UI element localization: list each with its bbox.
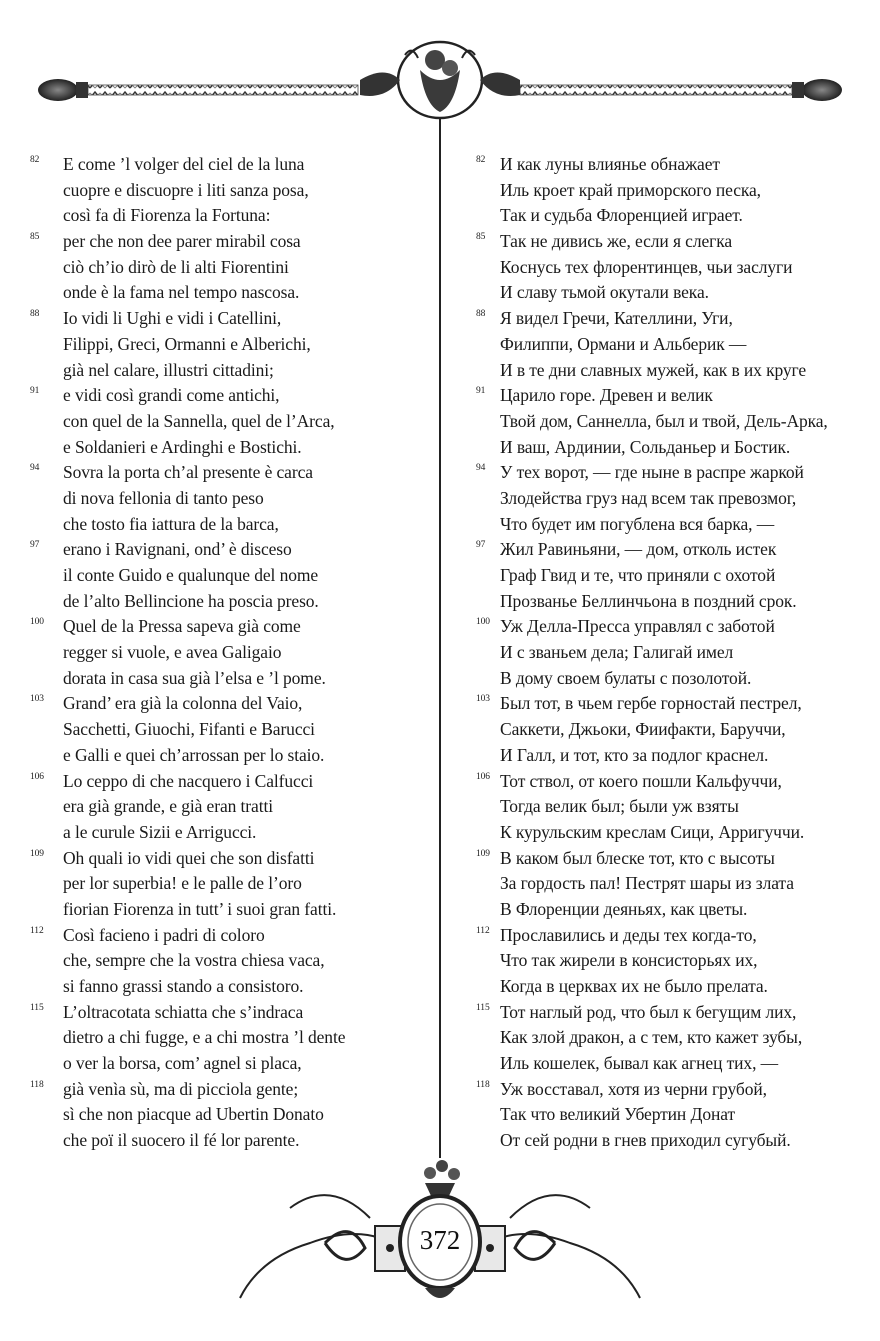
verse-text: dorata in casa sua già l’elsa e ’l pome. [63, 667, 326, 688]
verse-line [470, 640, 875, 666]
line-number: 106 [30, 771, 44, 782]
verse-text: L’oltracotata schiatta che s’indraca [63, 1001, 304, 1022]
verse-text: И в те дни славных мужей, как в их круге [500, 359, 807, 380]
verse-text: E come ’l volger del ciel de la luna [63, 154, 305, 174]
ribbon-right-icon [500, 1234, 640, 1298]
verse-line [24, 280, 434, 306]
verse-line [470, 486, 875, 512]
verse-line [24, 974, 434, 1000]
verse-text: onde è la fama nel tempo nascosa. [63, 282, 300, 303]
verse-text: cuopre e discuopre i liti sanza posa, [63, 179, 309, 200]
verse-text: per che non dee parer mirabil cosa [63, 231, 301, 252]
verse-text: Граф Гвид и те, что приняли с охотой [500, 565, 776, 585]
finial-left-icon [38, 79, 88, 101]
cherub-cartouche-icon [360, 42, 520, 118]
page-number: 372 [419, 1225, 461, 1255]
verse-line [24, 1025, 434, 1051]
verse-text: regger si vuole, e avea Galigaio [63, 642, 282, 663]
line-number: 88 [476, 309, 486, 320]
verse-text: Жил Равиньяни, — дом, отколь истек [500, 539, 777, 560]
line-number: 91 [30, 386, 40, 397]
verse-line [470, 203, 875, 229]
verse-line [24, 640, 434, 666]
verse-text: sì che non piacque ad Ubertin Donato [63, 1104, 324, 1125]
verse-text: de l’alto Bellincione ha poscia preso. [63, 590, 319, 611]
line-number: 115 [476, 1002, 490, 1013]
verse-text: Io vidi li Ughi e vidi i Catellini, [63, 308, 282, 329]
verse-text: dietro a chi fugge, e a chi mostra ’l dente [63, 1027, 346, 1048]
verse-line [470, 1102, 875, 1128]
verse-text: già venìa sù, ma di picciola gente; [63, 1078, 299, 1099]
line-number: 88 [30, 309, 40, 320]
verse-text: Тот ствол, от коего пошли Кальфуччи, [500, 770, 782, 791]
line-number: 109 [30, 848, 44, 859]
finial-right-icon [792, 79, 842, 101]
verse-line [470, 589, 875, 615]
verse-text: Тот наглый род, что был к бегущим лих, [500, 1001, 797, 1022]
verse-line [470, 897, 875, 923]
verse-line [470, 152, 875, 178]
verse-text: ciò ch’io dirò de li alti Fiorentini [63, 256, 289, 277]
verse-text: e Galli e quei ch’arrossan per lo staio. [63, 744, 325, 765]
verse-text: Коснусь тех флорентинцев, чьи заслуги [500, 256, 793, 277]
verse-text: Что так жирели в консисторьях их, [500, 950, 758, 971]
verse-line [470, 691, 875, 717]
verse-text: già nel calare, illustri cittadini; [63, 359, 274, 380]
verse-text: В каком был блеске тот, кто с высоты [500, 847, 775, 868]
verse-text: Так не дивись же, если я слегка [500, 231, 733, 252]
verse-text: per lor superbia! e le palle de l’oro [63, 873, 302, 894]
verse-line [24, 460, 434, 486]
foliage-left-icon [290, 1195, 370, 1218]
verse-text: di nova fellonia di tanto peso [63, 487, 264, 508]
rope-bar-right [520, 85, 792, 95]
line-number: 103 [30, 694, 44, 705]
verse-line [24, 203, 434, 229]
line-number: 94 [476, 463, 486, 474]
verse-text: Oh quali io vidi quei che son disfatti [63, 847, 315, 868]
verse-text: Прозванье Беллинчьона в поздний срок. [500, 590, 797, 611]
verse-text: Прославились и деды тех когда-то, [500, 924, 757, 945]
line-number: 109 [476, 848, 490, 859]
verse-line [24, 1102, 434, 1128]
verse-line [470, 1077, 875, 1103]
verse-line [470, 435, 875, 461]
verse-line [24, 486, 434, 512]
verse-text: Был тот, в чьем гербе горностай пестрел, [500, 693, 802, 714]
verse-text: Я видел Гречи, Кателлини, Уги, [500, 308, 733, 329]
verse-text: Filippi, Greci, Ormanni e Alberichi, [63, 333, 311, 354]
verse-line [24, 358, 434, 384]
verse-line [24, 435, 434, 461]
line-number: 97 [30, 540, 40, 551]
verse-line [470, 358, 875, 384]
verse-line [24, 1000, 434, 1026]
verse-line [470, 743, 875, 769]
verse-text: В Флоренции деяньях, как цветы. [500, 898, 748, 919]
verse-line [470, 846, 875, 872]
verse-line [24, 691, 434, 717]
verse-text: che poï il suocero il fé lor parente. [63, 1130, 300, 1151]
line-number: 112 [476, 925, 490, 936]
verse-text: В дому своем булаты с позолотой. [500, 667, 752, 688]
verse-text: И с званьем дела; Галигай имел [500, 642, 734, 663]
verse-text: Что будет им погублена вся барка, — [500, 513, 775, 534]
verse-line [24, 563, 434, 589]
verse-line [470, 948, 875, 974]
verse-line [470, 923, 875, 949]
verse-text: У тех ворот, — где ныне в распре жаркой [500, 462, 804, 483]
verse-line [470, 512, 875, 538]
line-number: 85 [476, 232, 486, 243]
verse-text: Grand’ era già la colonna del Vaio, [63, 693, 303, 714]
verse-line [470, 794, 875, 820]
verse-line [24, 255, 434, 281]
verse-line [24, 409, 434, 435]
verse-line [24, 846, 434, 872]
verse-line [24, 383, 434, 409]
line-number: 106 [476, 771, 490, 782]
verse-line [470, 871, 875, 897]
flower-basket-icon [424, 1160, 460, 1198]
verse-line [470, 460, 875, 486]
verse-line [24, 512, 434, 538]
verse-text: Иль кошелек, бывал как агнец тих, — [500, 1053, 779, 1074]
line-number: 115 [30, 1002, 44, 1013]
verse-line [470, 769, 875, 795]
verse-line [24, 871, 434, 897]
verse-text: Так и судьба Флоренцией играет. [500, 205, 743, 226]
verse-line [24, 1051, 434, 1077]
verse-text: Уж восставал, хотя из черни грубой, [500, 1078, 767, 1099]
verse-line [24, 1077, 434, 1103]
verse-line [24, 229, 434, 255]
verse-text: И как луны влиянье обнажает [500, 154, 720, 174]
verse-text: Sovra la porta ch’al presente è carca [63, 462, 313, 483]
verse-text: fiorian Fiorenza in tutt’ i suoi gran fatti. [63, 898, 337, 919]
verse-line [24, 537, 434, 563]
verse-text: Lo ceppo di che nacquero i Calfucci [63, 770, 314, 791]
verse-text: a le curule Sizii e Arrigucci. [63, 821, 257, 842]
verse-text: si fanno grassi stando a consistoro. [63, 976, 304, 996]
verse-line [470, 383, 875, 409]
verse-line [24, 717, 434, 743]
verse-text: così fa di Fiorenza la Fortuna: [63, 205, 271, 226]
verse-line [24, 923, 434, 949]
verse-text: e Soldanieri e Ardinghi e Bostichi. [63, 436, 302, 457]
verse-text: Уж Делла-Пресса управлял с заботой [500, 616, 775, 637]
verse-text: Царило горе. Древен и велик [500, 385, 713, 406]
verse-line [24, 589, 434, 615]
verse-line [470, 563, 875, 589]
line-number: 85 [30, 232, 40, 243]
verse-text: От сей родни в гнев приходил сугубый. [500, 1130, 791, 1151]
verse-line [470, 409, 875, 435]
verse-line [470, 1025, 875, 1051]
verse-text: o ver la borsa, com’ agnel si placa, [63, 1053, 302, 1074]
verse-text: Иль кроет край приморского песка, [500, 179, 761, 200]
rope-bar-left [88, 85, 358, 95]
verse-line [470, 1000, 875, 1026]
verse-line [470, 178, 875, 204]
line-number: 100 [30, 617, 44, 628]
verse-text: За гордость пал! Пестрят шары из злата [500, 873, 794, 894]
verse-text: il conte Guido e qualunque del nome [63, 565, 319, 585]
foliage-right-icon [510, 1195, 590, 1218]
russian-column [470, 152, 875, 1154]
line-number: 82 [30, 155, 40, 165]
verse-line [24, 332, 434, 358]
line-number: 112 [30, 925, 44, 936]
verse-line [470, 537, 875, 563]
verse-text: Саккети, Джьоки, Фиифакти, Баруччи, [500, 719, 786, 740]
verse-text: Так что великий Убертин Донат [500, 1104, 735, 1125]
verse-line [470, 332, 875, 358]
verse-line [470, 280, 875, 306]
column-divider [439, 118, 441, 1158]
verse-line [470, 229, 875, 255]
verse-text: che, sempre che la vostra chiesa vaca, [63, 950, 325, 971]
verse-text: К курульским креслам Сици, Арригуччи. [500, 821, 805, 842]
verse-line [24, 152, 434, 178]
verse-line [470, 717, 875, 743]
verse-line [470, 974, 875, 1000]
verse-text: Филиппи, Ормани и Альберик — [500, 333, 747, 354]
verse-text: Когда в церквах их не было прелата. [500, 976, 768, 996]
verse-line [470, 614, 875, 640]
line-number: 91 [476, 386, 486, 397]
verse-text: Sacchetti, Giuochi, Fifanti e Barucci [63, 719, 315, 740]
verse-text: e vidi così grandi come antichi, [63, 385, 280, 406]
line-number: 103 [476, 694, 490, 705]
line-number: 94 [30, 463, 40, 474]
italian-column [24, 152, 434, 1154]
verse-line [24, 178, 434, 204]
verse-line [24, 769, 434, 795]
verse-text: erano i Ravignani, ond’ è disceso [63, 539, 292, 560]
line-number: 82 [476, 155, 486, 165]
ribbon-left-icon [240, 1234, 380, 1298]
verse-line [24, 743, 434, 769]
verse-text: И ваш, Ардинии, Сольданьер и Бостик. [500, 436, 791, 457]
verse-line [24, 897, 434, 923]
line-number: 97 [476, 540, 486, 551]
verse-text: Così facieno i padri di coloro [63, 924, 265, 945]
line-number: 118 [476, 1079, 490, 1090]
verse-text: И Галл, и тот, кто за подлог краснел. [500, 744, 769, 765]
verse-line [24, 666, 434, 692]
line-number: 100 [476, 617, 490, 628]
verse-line [470, 306, 875, 332]
verse-line [24, 820, 434, 846]
verse-text: Как злой дракон, а с тем, кто кажет зубы, [500, 1027, 803, 1048]
verse-text: Злодейства груз над всем так превозмог, [500, 487, 797, 508]
verse-text: con quel de la Sannella, quel de l’Arca, [63, 410, 335, 431]
verse-line [470, 255, 875, 281]
verse-line [24, 306, 434, 332]
verse-line [470, 1051, 875, 1077]
verse-text: Quel de la Pressa sapeva già come [63, 616, 301, 637]
line-number: 118 [30, 1079, 44, 1090]
verse-line [24, 614, 434, 640]
verse-text: che tosto fia iattura de la barca, [63, 513, 279, 534]
verse-line [24, 948, 434, 974]
verse-line [470, 666, 875, 692]
verse-line [24, 794, 434, 820]
verse-text: Твой дом, Саннелла, был и твой, Дель-Арка, [500, 410, 828, 431]
verse-line [470, 820, 875, 846]
verse-text: И славу тьмой окутали века. [500, 282, 709, 303]
verse-text: era già grande, e già eran tratti [63, 796, 273, 817]
verse-text: Тогда велик был; были уж взяты [500, 796, 739, 817]
